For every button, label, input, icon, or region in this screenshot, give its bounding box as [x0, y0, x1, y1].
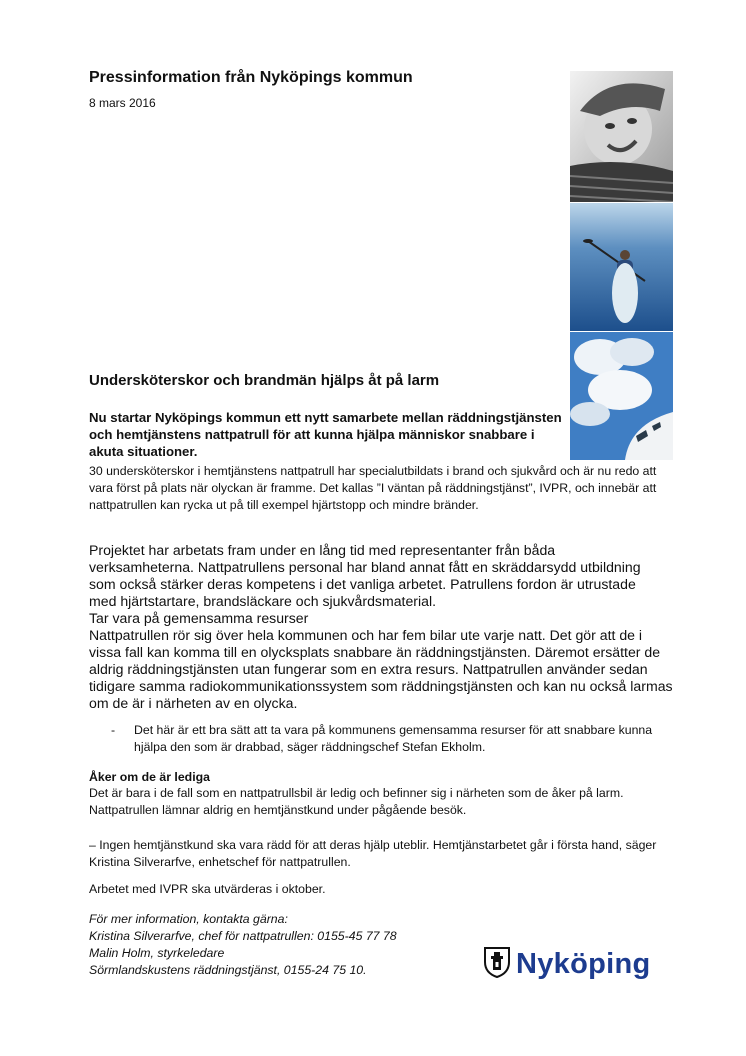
- subheading-shared-resources: Tar vara på gemensamma resurser: [89, 610, 309, 626]
- list-dash: -: [111, 723, 116, 737]
- page-title: Pressinformation från Nyköpings kommun: [89, 69, 413, 86]
- contact-line-1: Kristina Silverarfve, chef för nattpatrullen: 0155-45 77 78: [89, 929, 397, 943]
- coat-of-arms-icon: [483, 946, 511, 983]
- nykoping-logo: [483, 946, 651, 983]
- publish-date: 8 mars 2016: [89, 96, 156, 110]
- paragraph-3: Nattpatrullen rör sig över hela kommunen och har fem bilar ute varje natt. Det gör att de i vissa fall kan komma till en olycksplats snabbare än räddningstjänsten. Däremot ersätter de aldrig räddningstjänsten utan fungerar som en extra resurs. Nattpatrullen använder sedan tidigare samma radiokommunikationssystem som räddningstjänsten och kan nu också larmas om de är i närheten av en olycka.: [89, 627, 673, 711]
- paragraph-4: Det är bara i de fall som en nattpatrullsbil är ledig och befinner sig i närheten som de åker på larm. Nattpatrullen lämnar aldrig en hemtjänstkund under pågående besök.: [89, 786, 624, 817]
- article-lead: Nu startar Nyköpings kommun ett nytt samarbete mellan räddningstjänsten och hemtjänstens nattpatrull för att kunna hjälpa människor snabbare i akuta situationer.: [89, 410, 562, 459]
- kayak-photo-icon: [570, 203, 673, 331]
- airplane-clouds-photo-icon: [570, 332, 673, 460]
- contact-intro: För mer information, kontakta gärna:: [89, 912, 288, 926]
- paragraph-6: Arbetet med IVPR ska utvärderas i oktober.: [89, 882, 326, 896]
- paragraph-2: Projektet har arbetats fram under en lång tid med representanter från båda verksamheterna. Nattpatrullens personal har bland annat fått en skräddarsydd utbildning som också stärker deras kompetens i det vanliga arbetet. Patrullens fordon är utrustade med hjärtstartare, brandsläckare och sjukvårdsmaterial.: [89, 542, 641, 609]
- paragraph-1: 30 undersköterskor i hemtjänstens nattpatrull har specialutbildats i brand och sjukvård och är nu redo att vara först på plats när olyckan är framme. Det kallas ”I väntan på räddningstjänst”, IVPR, och innebär att nattpatrullen kan rycka ut på till exempel hjärtstopp och mindre bränder.: [89, 464, 657, 512]
- boy-photo-icon: [570, 71, 673, 202]
- contact-line-2: Malin Holm, styrkeledare: [89, 946, 225, 960]
- paragraph-5: – Ingen hemtjänstkund ska vara rädd för att deras hjälp uteblir. Hemtjänstarbetet går i första hand, säger Kristina Silverarfve, enhetschef för nattpatrullen.: [89, 838, 657, 869]
- contact-block: [89, 911, 397, 979]
- subheading-when-free: Åker om de är lediga: [89, 770, 210, 784]
- quote-text: Det här är ett bra sätt att ta vara på kommunens gemensamma resurser för att snabbare kunna hjälpa den som är drabbad, säger räddningschef Stefan Ekholm.: [134, 723, 653, 754]
- logo-wordmark: Nyköping: [516, 948, 651, 980]
- quote-list-item: [89, 722, 669, 756]
- article-headline: Undersköterskor och brandmän hjälps åt på larm: [89, 372, 440, 389]
- contact-line-3: Sörmlandskustens räddningstjänst, 0155-24 75 10.: [89, 963, 367, 977]
